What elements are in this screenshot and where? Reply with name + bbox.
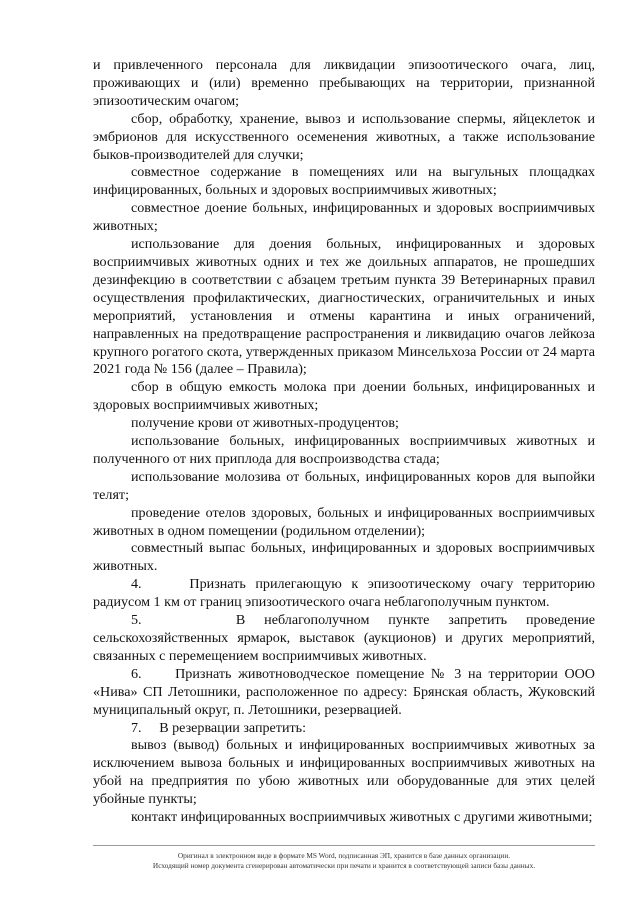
paragraph-continuation: и привлеченного персонала для ликвидации эпизоотического очага, лиц, проживающих и (или) временно пребывающих на территории, признанной эпизоотическим очагом; (93, 57, 595, 109)
paragraph-item: совместное доение больных, инфицированных и здоровых восприимчивых животных; (93, 200, 595, 235)
paragraph-item: совместный выпас больных, инфицированных и здоровых восприимчивых животных. (93, 540, 595, 575)
paragraph-item: использование молозива от больных, инфицированных коров для выпойки телят; (93, 468, 595, 503)
numbered-clause-6: 6. Признать животноводческое помещение № 3 на территории ООО «Нива» СП Летошники, расположенное по адресу: Брянская область, Жуковский муниципальный округ, п. Летошники, резервацией. (93, 665, 595, 718)
footer-line-1: Оригинал в электронном виде в формате MS Word, подписанная ЭП, хранится в базе данных организации. (177, 851, 511, 860)
numbered-clause-5: 5. В неблагополучном пункте запретить проведение сельскохозяйственных ярмарок, выставок (аукционов) и других мероприятий, связанных с перемещением восприимчивых животных. (93, 612, 595, 664)
footer-divider (93, 845, 595, 846)
document-body (93, 57, 595, 827)
page-footer (60, 851, 628, 871)
paragraph-item: совместное содержание в помещениях или на выгульных площадках инфицированных, больных и здоровых восприимчивых животных; (93, 164, 595, 199)
paragraph-item: сбор в общую емкость молока при доении больных, инфицированных и здоровых восприимчивых животных; (93, 379, 595, 414)
numbered-clause-7: 7. В резервации запретить: (131, 719, 307, 736)
paragraph-item: получение крови от животных-продуцентов; (131, 415, 399, 432)
paragraph-item: использование больных, инфицированных восприимчивых животных и полученного от них приплода для воспроизводства стада; (93, 433, 595, 467)
footer-line-2: Исходящий номер документа сгенерирован автоматически при печати и хранится в соответствующей записи базы данных. (152, 861, 536, 870)
numbered-clause-4: 4. Признать прилегающую к эпизоотическому очагу территорию радиусом 1 км от границ эпизоотического очага неблагополучным пунктом. (93, 576, 595, 611)
paragraph-item: проведение отелов здоровых, больных и инфицированных восприимчивых животных в одном помещении (родильном отделении); (93, 504, 595, 539)
paragraph-item: использование для доения больных, инфицированных и здоровых восприимчивых животных одних и тех же доильных аппаратов, не прошедших дезинфекцию в соответствии с абзацем третьим пункта 39 Ветеринарных правил осуществления профилактических, диагностических, ограничительных и иных мероприятий, установления и отмены карантина и иных ограничений, направленных на предотвращение распространения и ликвидацию очагов лейкоза крупного рогатого скота, утвержденных приказом Минсельхоза России от 24 марта 2021 года № 156 (далее – Правила); (93, 236, 595, 378)
paragraph-item: вывоз (вывод) больных и инфицированных восприимчивых животных за исключением вывоза больных и инфицированных восприимчивых животных на убой на предприятия по убою животных или оборудованные для этих целей убойные пункты; (93, 737, 595, 808)
paragraph-item: контакт инфицированных восприимчивых животных с другими животными; (131, 809, 593, 826)
paragraph-item: сбор, обработку, хранение, вывоз и использование спермы, яйцеклеток и эмбрионов для искусственного осеменения животных, а также использование быков-производителей для случки; (93, 110, 595, 163)
